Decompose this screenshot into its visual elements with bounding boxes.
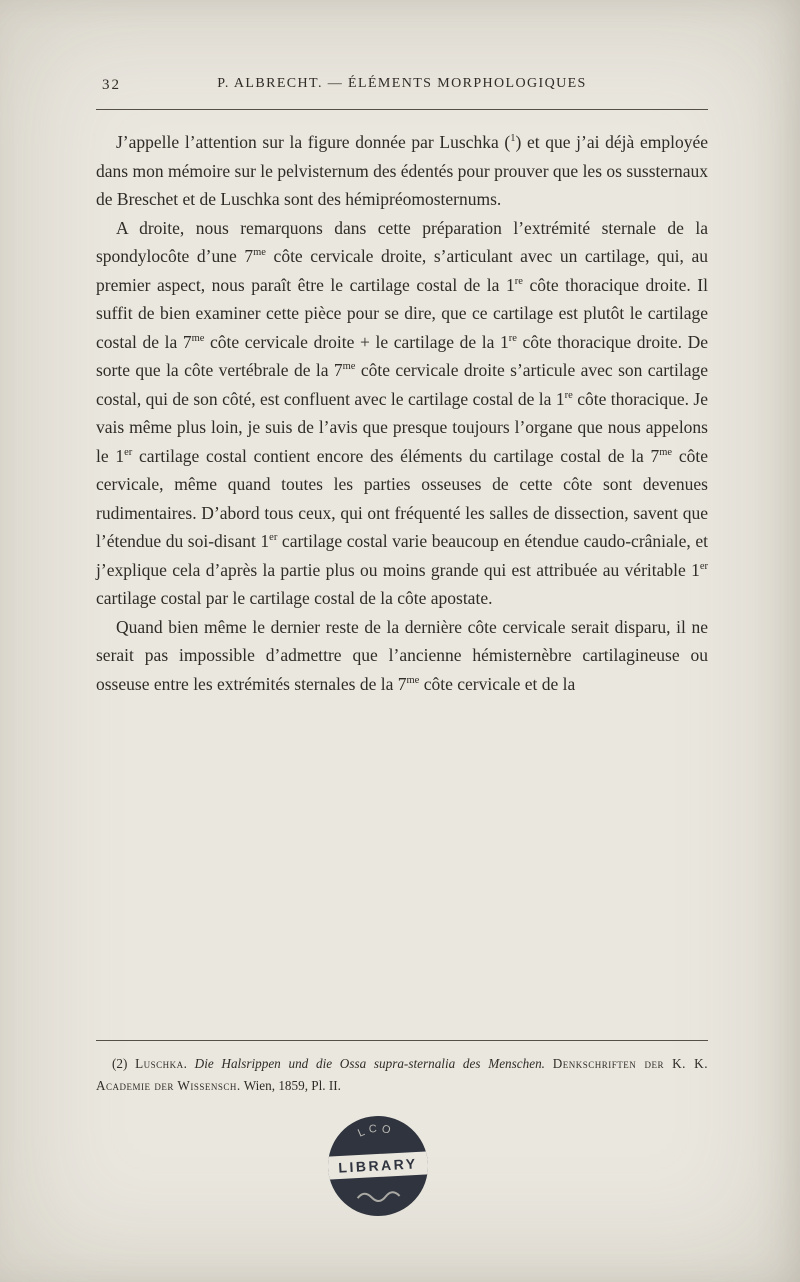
footnote-rule <box>96 1040 708 1041</box>
running-title: P. ALBRECHT. — ÉLÉMENTS MORPHOLOGIQUES <box>217 76 587 91</box>
footnote: (2) Luschka. Die Halsrippen und die Ossa supra-sternalia des Menschen. Denkschriften der K. K. Academie der Wissensch. Wien, 1859, Pl. II. <box>96 1056 709 1093</box>
header-rule <box>96 109 708 110</box>
footnote-block <box>96 1040 708 1097</box>
running-head <box>96 76 708 98</box>
page-number: 32 <box>102 77 121 93</box>
stamp-band-text: LIBRARY <box>338 1155 418 1176</box>
paragraph-2: A droite, nous remarquons dans cette préparation l’extrémité sternale de la spondylocôte d’une $7^{me}$ côte cervicale droite, s’articulant avec un cartilage, qui, au premier aspect, nous paraît être le cartilage costal de la 1re côte thoracique droite. Il suffit de bien examiner cette pièce pour se dire, que ce cartilage est plutôt le cartilage costal de la $7^{me}$ côte cervicale droite + le cartilage de la 1re côte thoracique droite. De sorte que la côte vertébrale de la $7^{me}$ côte cervicale droite s’articule avec son cartilage costal, qui de son côté, est confluent avec le cartilage costal de la 1re côte thoracique. Je vais même plus loin, je suis de l’avis que presque toujours l’organe que nous appelons le 1er cartilage costal contient encore des éléments du cartilage costal de la $7^{me}$ côte cervicale, même quand toutes les parties osseuses de cette côte sont devenues rudimentaires. D’abord tous ceux, qui ont fréquenté les salles de dissection, savent que l’étendue du soi-disant 1er cartilage costal varie beaucoup en étendue caudo-crâniale, et j’explique cela d’après la partie plus ou moins grande qui est attribuée au véritable 1er cartilage costal par le cartilage costal de la côte apostate. <box>96 217 709 608</box>
page-header <box>96 76 708 110</box>
body-text <box>96 128 708 698</box>
library-stamp <box>319 1107 437 1225</box>
library-stamp-graphic <box>319 1107 437 1225</box>
stamp-arc-text: LCO <box>356 1122 396 1140</box>
paragraph-3: Quand bien même le dernier reste de la dernière côte cervicale serait disparu, il ne serait pas impossible d’admettre que l’ancienne hémisternèbre cartilagineuse ou osseuse entre les extrémités sternales de la $7^{me}$ côte cervicale et de la <box>96 616 708 694</box>
paragraph-1: J’appelle l’attention sur la figure donnée par Luschka ($^1$) et que j’ai déjà employée dans mon mémoire sur le pelvisternum des édentés pour prouver que les os sussternaux de Breschet et de Luschka sont des hémipréomosternums. <box>96 132 708 209</box>
